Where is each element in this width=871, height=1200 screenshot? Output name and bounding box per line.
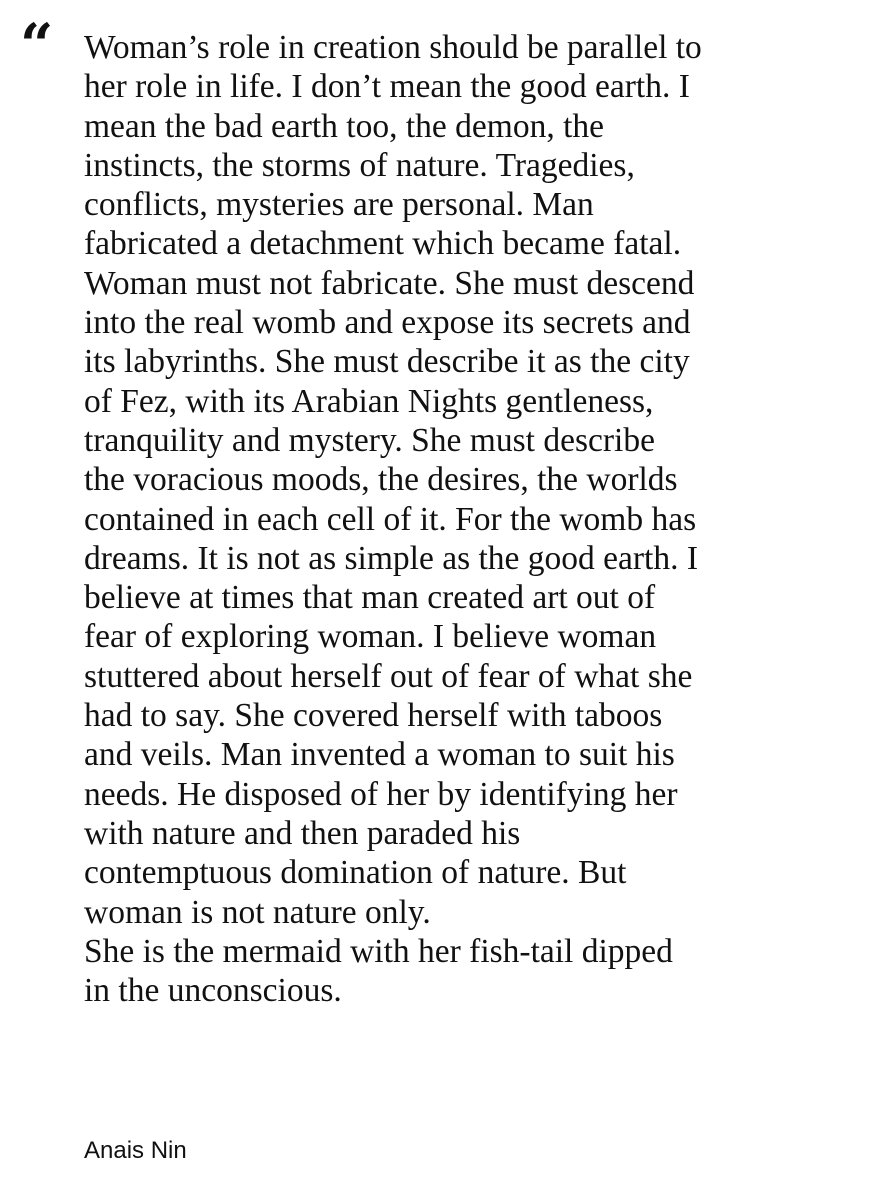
- quote-line: of Fez, with its Arabian Nights gentleness,: [84, 382, 654, 420]
- quote-line: believe at times that man created art out of: [84, 579, 656, 617]
- quote-line: dreams. It is not as simple as the good earth. I: [84, 539, 699, 577]
- quote-line: woman is not nature only.: [84, 893, 431, 931]
- quote-line: in the unconscious.: [84, 972, 342, 1010]
- quote-line: tranquility and mystery. She must describe: [84, 421, 655, 459]
- quote-line: fear of exploring woman. I believe woman: [84, 618, 657, 656]
- quote-line: and veils. Man invented a woman to suit his: [84, 736, 675, 774]
- quote-line: her role in life. I don’t mean the good earth. I: [84, 68, 690, 106]
- quote-line: its labyrinths. She must describe it as the city: [84, 343, 690, 381]
- quote-line: instincts, the storms of nature. Tragedies,: [84, 146, 635, 184]
- quote-line: into the real womb and expose its secrets and: [84, 304, 691, 342]
- quote-line: Woman’s role in creation should be parallel to: [84, 29, 702, 66]
- quote-line: contained in each cell of it. For the womb has: [84, 500, 697, 538]
- quote-line: contemptuous domination of nature. But: [84, 854, 627, 892]
- opening-quote-mark: “: [20, 11, 54, 79]
- quote-line: had to say. She covered herself with taboos: [84, 697, 663, 735]
- quote-line: mean the bad earth too, the demon, the: [84, 107, 605, 145]
- quote-line: stuttered about herself out of fear of what she: [84, 657, 693, 695]
- quote-line: She is the mermaid with her fish-tail dipped: [84, 932, 673, 970]
- quote-line: the voracious moods, the desires, the worlds: [84, 461, 678, 499]
- quote-line: conflicts, mysteries are personal. Man: [84, 186, 594, 224]
- quote-author: Anais Nin: [84, 1137, 187, 1164]
- quote-line: needs. He disposed of her by identifying her: [84, 775, 678, 813]
- quote-line: with nature and then paraded his: [84, 814, 521, 852]
- quote-line: Woman must not fabricate. She must descend: [84, 264, 695, 302]
- quote-line: fabricated a detachment which became fatal.: [84, 225, 682, 263]
- quote-text: [84, 28, 854, 1010]
